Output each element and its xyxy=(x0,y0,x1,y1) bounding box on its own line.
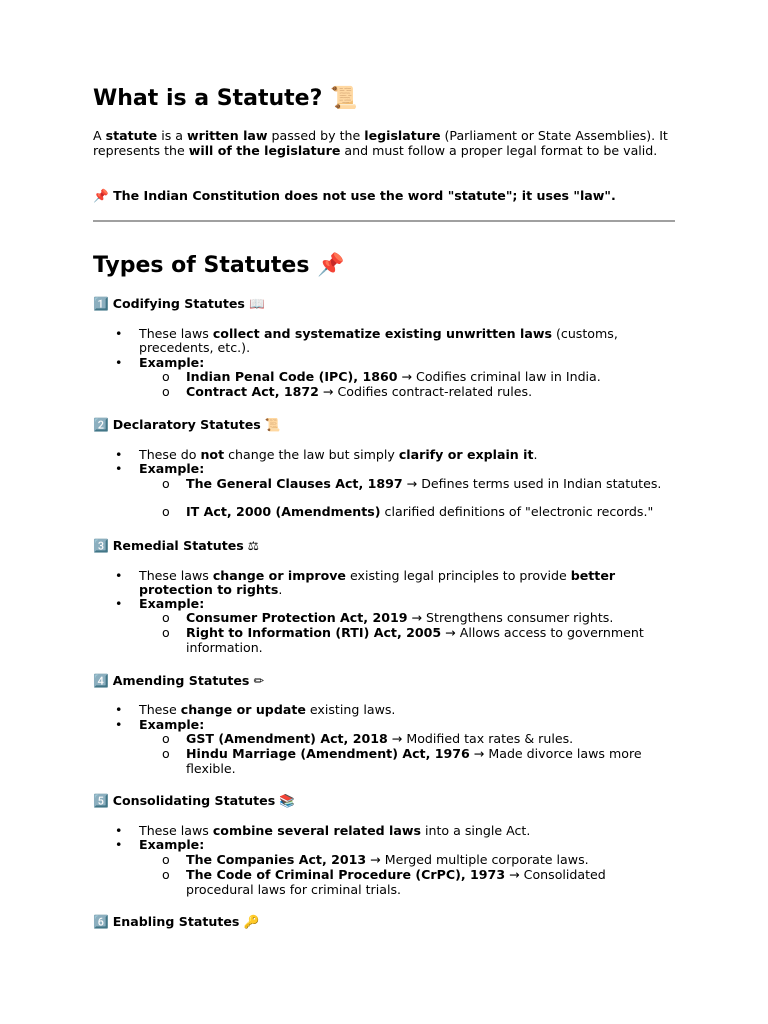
example-item: o Consumer Protection Act, 2019 → Strengthens consumer rights. xyxy=(186,611,675,626)
example-item: o IT Act, 2000 (Amendments) clarified definitions of "electronic records." xyxy=(186,505,675,520)
example-item: o The Companies Act, 2013 → Merged multiple corporate laws. xyxy=(186,853,675,868)
example-item: o GST (Amendment) Act, 2018 → Modified tax rates & rules. xyxy=(186,732,675,747)
type-heading-enabling: 6️⃣ Enabling Statutes 🔑 xyxy=(93,914,260,929)
type-heading-codifying: 1️⃣ Codifying Statutes 📖 xyxy=(93,296,265,311)
example-item: o Indian Penal Code (IPC), 1860 → Codifies criminal law in India. xyxy=(186,370,675,385)
type-heading-remedial: 3️⃣ Remedial Statutes ⚖ xyxy=(93,538,260,553)
key-icon: 🔑 xyxy=(243,914,260,929)
example-item: o Right to Information (RTI) Act, 2005 → Allows access to government information. xyxy=(186,626,675,655)
example-label: • Example: xyxy=(139,597,675,611)
type-heading-amending: 4️⃣ Amending Statutes ✏ xyxy=(93,673,264,688)
book-icon: 📖 xyxy=(248,296,265,311)
list-item: • These do not change the law but simply clarify or explain it. xyxy=(139,448,675,462)
pencil-icon: ✏ xyxy=(253,673,264,688)
list-item: • These change or update existing laws. xyxy=(139,703,675,717)
example-item: o Contract Act, 1872 → Codifies contract-related rules. xyxy=(186,385,675,400)
list-item: • These laws combine several related laws into a single Act. xyxy=(139,824,675,838)
section-divider xyxy=(93,220,675,222)
type-heading-consolidating: 5️⃣ Consolidating Statutes 📚 xyxy=(93,793,295,808)
example-item: o Hindu Marriage (Amendment) Act, 1976 → Made divorce laws more flexible. xyxy=(186,747,675,776)
example-item: o The Code of Criminal Procedure (CrPC), 1973 → Consolidated procedural laws for criminal trials. xyxy=(186,868,675,897)
example-label: • Example: xyxy=(139,462,675,476)
section-heading-types: Types of Statutes 📌 xyxy=(93,253,345,278)
type-heading-declaratory: 2️⃣ Declaratory Statutes 📜 xyxy=(93,417,281,432)
books-icon: 📚 xyxy=(279,793,295,808)
example-item: o The General Clauses Act, 1897 → Defines terms used in Indian statutes. xyxy=(186,477,675,492)
constitution-note: 📌 The Indian Constitution does not use the word "statute"; it uses "law". xyxy=(93,188,616,203)
example-label: • Example: xyxy=(139,718,675,732)
list-item: • These laws change or improve existing legal principles to provide better protection to rights. xyxy=(139,569,675,598)
example-label: • Example: xyxy=(139,838,675,852)
page-title: What is a Statute? 📜 xyxy=(93,86,358,111)
statute-definition: A statute is a written law passed by the legislature (Parliament or State Assemblies). It represents the will of the legislature and must follow a proper legal format to be valid. xyxy=(93,128,668,158)
example-label: • Example: xyxy=(139,356,675,370)
list-item: • These laws collect and systematize existing unwritten laws (customs, precedents, etc.). xyxy=(139,327,675,356)
scales-icon: ⚖ xyxy=(247,538,260,553)
scroll-icon: 📜 xyxy=(264,417,281,432)
